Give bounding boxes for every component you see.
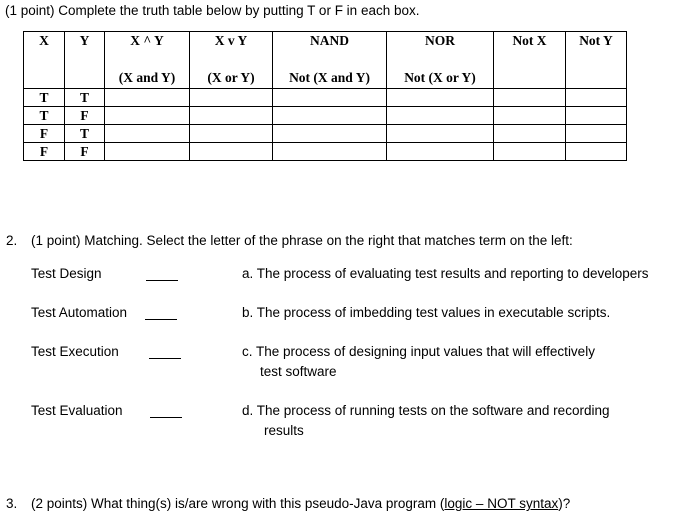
answer-cell[interactable] <box>566 143 627 161</box>
table-header-row <box>24 32 627 89</box>
answer-cell[interactable] <box>494 143 566 161</box>
option-d: d. The process of running tests on the software and recording <box>242 403 610 418</box>
option-b: b. The process of imbedding test values in executable scripts. <box>242 305 611 320</box>
answer-blank[interactable] <box>149 346 181 359</box>
option-a: a. The process of evaluating test results and reporting to developers <box>242 266 649 281</box>
cell-y: F <box>65 107 105 125</box>
cell-x: T <box>24 107 65 125</box>
header-nand: NAND Not (X and Y) <box>273 32 387 89</box>
answer-cell[interactable] <box>387 143 494 161</box>
option-d-line2: results <box>264 423 304 438</box>
table-row <box>24 143 627 161</box>
answer-cell[interactable] <box>273 143 387 161</box>
answer-cell[interactable] <box>566 89 627 107</box>
header-nor: NOR Not (X or Y) <box>387 32 494 89</box>
header-and: X ^ Y (X and Y) <box>105 32 190 89</box>
answer-blank[interactable] <box>150 405 182 418</box>
answer-cell[interactable] <box>273 107 387 125</box>
term-test-automation: Test Automation <box>31 305 128 320</box>
cell-x: F <box>24 125 65 143</box>
answer-cell[interactable] <box>190 107 273 125</box>
header-or: X v Y (X or Y) <box>190 32 273 89</box>
answer-cell[interactable] <box>190 143 273 161</box>
header-y: Y <box>65 32 105 89</box>
term-test-evaluation: Test Evaluation <box>31 403 123 418</box>
question-1-text: (1 point) Complete the truth table below by putting T or F in each box. <box>5 3 420 18</box>
option-c: c. The process of designing input values that will effectively <box>242 344 595 359</box>
table-row <box>24 89 627 107</box>
cell-y: T <box>65 89 105 107</box>
answer-cell[interactable] <box>190 125 273 143</box>
answer-blank[interactable] <box>146 268 178 281</box>
cell-x: T <box>24 89 65 107</box>
header-not-y: Not Y <box>566 32 627 89</box>
question-2-number: 2. <box>6 233 18 248</box>
cell-y: F <box>65 143 105 161</box>
answer-cell[interactable] <box>105 89 190 107</box>
cell-y: T <box>65 125 105 143</box>
header-not-x: Not X <box>494 32 566 89</box>
answer-cell[interactable] <box>273 89 387 107</box>
question-2-text: (1 point) Matching. Select the letter of the phrase on the right that matches term on the left: <box>31 233 573 248</box>
answer-cell[interactable] <box>273 125 387 143</box>
answer-cell[interactable] <box>494 107 566 125</box>
option-c-line2: test software <box>260 364 337 379</box>
question-3-text: (2 points) What thing(s) is/are wrong with this pseudo-Java program (logic – NOT syntax)? <box>31 496 571 511</box>
term-test-design: Test Design <box>31 266 102 281</box>
table-row <box>24 125 627 143</box>
truth-table <box>23 31 627 161</box>
answer-cell[interactable] <box>387 125 494 143</box>
answer-cell[interactable] <box>387 89 494 107</box>
answer-cell[interactable] <box>494 125 566 143</box>
answer-cell[interactable] <box>566 125 627 143</box>
answer-cell[interactable] <box>105 107 190 125</box>
answer-cell[interactable] <box>387 107 494 125</box>
answer-cell[interactable] <box>494 89 566 107</box>
question-3-number: 3. <box>6 496 18 511</box>
term-test-execution: Test Execution <box>31 344 119 359</box>
answer-cell[interactable] <box>566 107 627 125</box>
answer-cell[interactable] <box>105 143 190 161</box>
answer-blank[interactable] <box>145 307 177 320</box>
answer-cell[interactable] <box>105 125 190 143</box>
table-row <box>24 107 627 125</box>
answer-cell[interactable] <box>190 89 273 107</box>
cell-x: F <box>24 143 65 161</box>
header-x: X <box>24 32 65 89</box>
